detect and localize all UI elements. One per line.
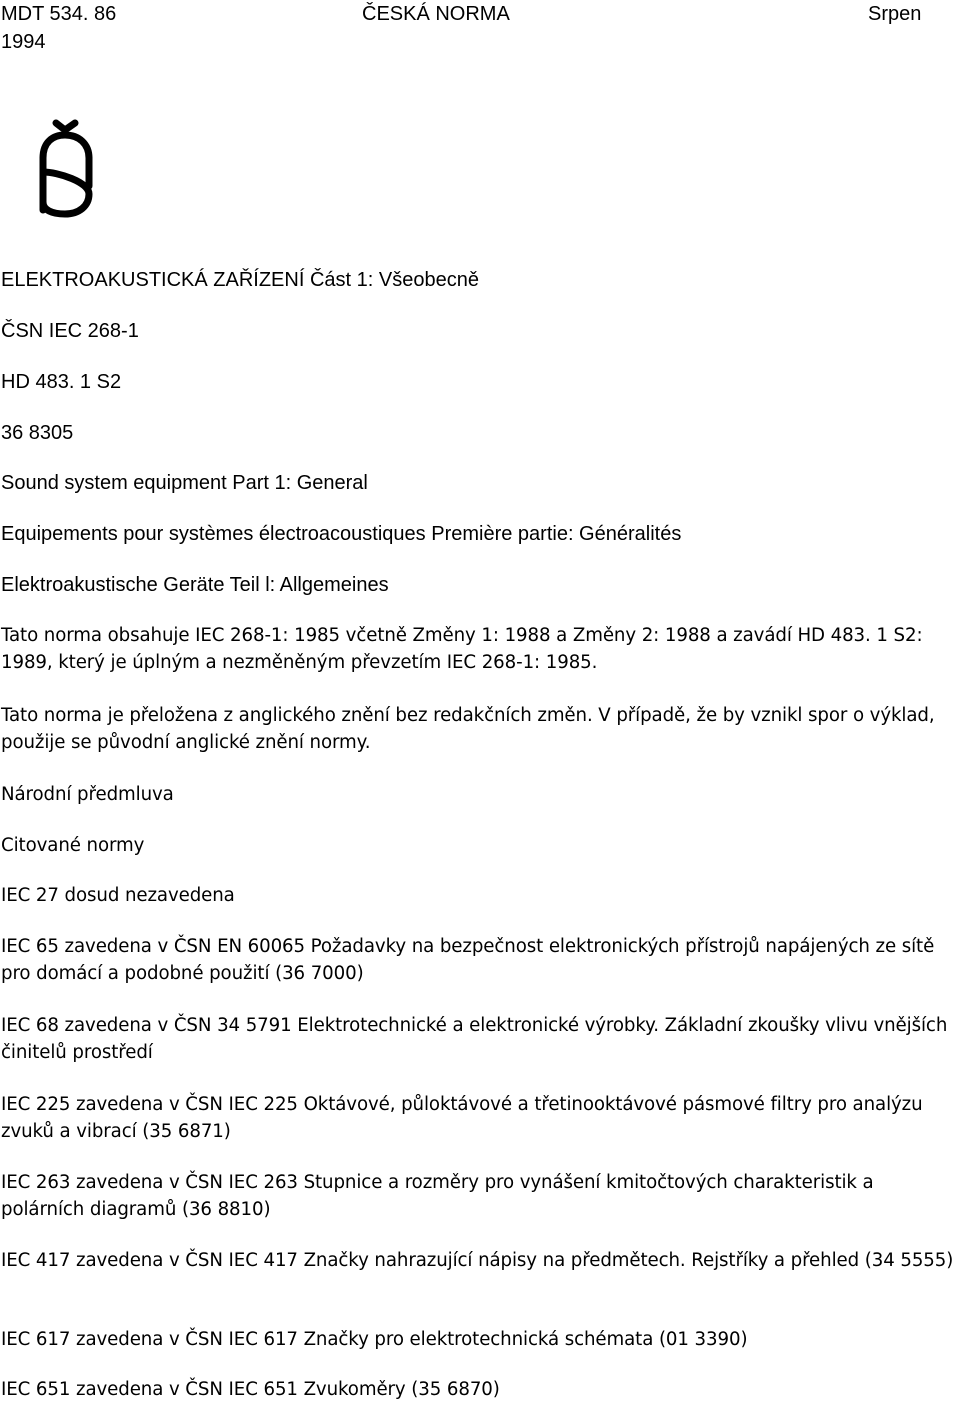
issue-year: 1994: [1, 31, 46, 53]
csn-number: ČSN IEC 268-1: [1, 320, 139, 342]
cited-standard-item: IEC 65 zavedena v ČSN EN 60065 Požadavky na bezpečnost elektronických přístrojů napájených ze sítě pro domácí a podobné použití (36 7000): [1, 936, 935, 984]
issue-month: Srpen: [868, 3, 922, 25]
class-number: 36 8305: [1, 422, 74, 444]
cited-standard-item: IEC 417 zavedena v ČSN IEC 417 Značky nahrazující nápisy na předmětech. Rejstříky a přehled (34 5555): [1, 1250, 954, 1271]
cited-standard-item: IEC 68 zavedena v ČSN 34 5791 Elektrotechnické a elektronické výrobky. Základní zkoušky vlivu vnějších činitelů prostředí: [1, 1015, 948, 1063]
cited-standard-item: IEC 263 zavedena v ČSN IEC 263 Stupnice a rozměry pro vynášení kmitočtových charakteristik a polárních diagramů (36 8810): [1, 1172, 874, 1220]
cited-standard-item: IEC 617 zavedena v ČSN IEC 617 Značky pro elektrotechnická schémata (01 3390): [1, 1329, 748, 1350]
title-german: Elektroakustische Geräte Teil l: Allgemeines: [1, 574, 389, 596]
document-code: MDT 534. 86: [1, 3, 117, 25]
document-type: ČESKÁ NORMA: [362, 3, 510, 25]
hd-number: HD 483. 1 S2: [1, 371, 122, 393]
title-czech: ELEKTROAKUSTICKÁ ZAŘÍZENÍ Část 1: Všeobecně: [1, 269, 479, 291]
cited-standards-heading: Citované normy: [1, 835, 145, 856]
intro-paragraph-2: Tato norma je přeložena z anglického znění bez redakčních změn. V případě, že by vznikl spor o výklad, použije se původní anglické znění normy.: [1, 705, 935, 753]
intro-paragraph-1: Tato norma obsahuje IEC 268-1: 1985 včetně Změny 1: 1988 a Změny 2: 1988 a zavádí HD 483. 1 S2: 1989, který je úplným a nezměněným převzetím IEC 268-1: 1985.: [1, 625, 923, 673]
title-french: Equipements pour systèmes électroacoustiques Première partie: Généralités: [1, 523, 682, 545]
csn-logo-icon: [36, 118, 98, 222]
cited-standard-item: IEC 27 dosud nezavedena: [1, 885, 235, 906]
cited-standard-item: IEC 225 zavedena v ČSN IEC 225 Oktávové, půloktávové a třetinooktávové pásmové filtry pro analýzu zvuků a vibrací (35 6871): [1, 1094, 923, 1142]
foreword-heading: Národní předmluva: [1, 784, 174, 805]
title-english: Sound system equipment Part 1: General: [1, 472, 368, 494]
cited-standard-item: IEC 651 zavedena v ČSN IEC 651 Zvukoměry (35 6870): [1, 1379, 500, 1400]
